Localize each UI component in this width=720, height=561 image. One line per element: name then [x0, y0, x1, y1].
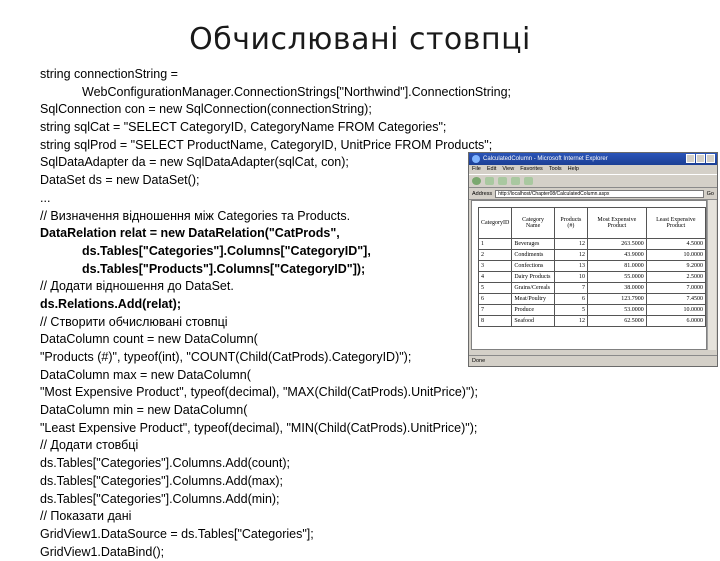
table-cell: 6 — [479, 294, 512, 305]
code-line: SqlDataAdapter da = new SqlDataAdapter(sqlCat, con); — [40, 155, 349, 170]
table-cell: 81.0000 — [587, 261, 646, 272]
home-icon[interactable] — [524, 177, 533, 185]
code-line: // Створити обчислювані стовпці — [40, 314, 228, 329]
stop-icon[interactable] — [498, 177, 507, 185]
menu-item-tools[interactable]: Tools — [548, 166, 562, 172]
browser-toolbar — [469, 174, 717, 188]
internet-explorer-icon — [472, 155, 480, 163]
table-cell: 10.0000 — [646, 305, 705, 316]
browser-titlebar — [469, 153, 717, 165]
table-cell: 1 — [479, 239, 512, 250]
code-line: GridView1.DataBind(); — [40, 544, 165, 559]
column-header: Most Expensive Product — [587, 208, 646, 239]
code-line: ds.Tables["Categories"].Columns.Add(min); — [40, 491, 280, 506]
table-row — [479, 305, 706, 316]
table-cell: 2 — [479, 250, 512, 261]
browser-menubar — [469, 165, 717, 174]
page-content — [471, 200, 707, 350]
slide-title: Обчислювані стовпці — [189, 22, 531, 57]
code-line: // Додати стовбці — [40, 438, 139, 453]
minimize-button[interactable] — [686, 154, 695, 163]
menu-item-file[interactable]: File — [472, 166, 481, 172]
code-line: DataColumn min = new DataColumn( — [40, 403, 248, 418]
address-input[interactable]: http://localhost/Chapter08/CalculatedColumn.aspx — [495, 190, 703, 198]
address-label: Address — [472, 190, 493, 197]
table-cell: 5 — [479, 283, 512, 294]
table-row — [479, 283, 706, 294]
table-cell: 4.5000 — [646, 239, 705, 250]
table-cell: 9.2000 — [646, 261, 705, 272]
gridview-table — [478, 207, 706, 327]
table-cell: 43.9000 — [587, 250, 646, 261]
column-header: Least Expensive Product — [646, 208, 705, 239]
menu-item-favorites[interactable]: Favorites — [520, 166, 543, 172]
address-bar — [469, 188, 717, 200]
column-header: Products (#) — [554, 208, 587, 239]
code-line: ds.Tables["Categories"].Columns["CategoryID"], — [82, 243, 371, 258]
go-button[interactable]: Go — [706, 190, 714, 197]
table-cell: 7.4500 — [646, 294, 705, 305]
menu-item-help[interactable]: Help — [567, 166, 579, 172]
code-line: DataColumn count = new DataColumn( — [40, 332, 258, 347]
code-line: string connectionString = — [40, 67, 178, 81]
table-cell: Grains/Cereals — [512, 283, 554, 294]
table-row — [479, 316, 706, 327]
browser-screenshot — [468, 152, 718, 367]
code-line: // Додати відношення до DataSet. — [40, 279, 234, 294]
code-line: "Most Expensive Product", typeof(decimal), "MAX(Child(CatProds).UnitPrice)"); — [40, 385, 479, 400]
code-line: ds.Relations.Add(relat); — [40, 296, 181, 311]
table-cell: 6.0000 — [646, 316, 705, 327]
table-cell: 12 — [554, 316, 587, 327]
table-cell: 2.5000 — [646, 272, 705, 283]
table-cell: Confections — [512, 261, 554, 272]
table-cell: 7 — [554, 283, 587, 294]
refresh-icon[interactable] — [511, 177, 520, 185]
status-bar: Done — [469, 355, 717, 366]
table-cell: Beverages — [512, 239, 554, 250]
code-line: DataRelation relat = new DataRelation("CatProds", — [40, 226, 340, 241]
table-cell: 62.5000 — [587, 316, 646, 327]
table-cell: 8 — [479, 316, 512, 327]
table-row — [479, 272, 706, 283]
code-line: "Least Expensive Product", typeof(decimal), "MIN(Child(CatProds).UnitPrice)"); — [40, 420, 478, 435]
window-title: CalculatedColumn - Microsoft Internet Explorer — [483, 156, 608, 162]
column-header: Category Name — [512, 208, 554, 239]
forward-arrow-icon[interactable] — [485, 177, 494, 185]
table-cell: Condiments — [512, 250, 554, 261]
table-row — [479, 239, 706, 250]
table-row — [479, 250, 706, 261]
table-cell: 263.5000 — [587, 239, 646, 250]
back-arrow-icon[interactable] — [472, 177, 481, 185]
menu-item-edit[interactable]: Edit — [486, 166, 497, 172]
table-cell: Dairy Products — [512, 272, 554, 283]
code-line: // Визначення відношення між Categories та Products. — [40, 208, 351, 223]
code-line: string sqlCat = "SELECT CategoryID, CategoryName FROM Categories"; — [40, 120, 447, 135]
table-cell: 5 — [554, 305, 587, 316]
table-cell: 10 — [554, 272, 587, 283]
table-cell: 3 — [479, 261, 512, 272]
code-line: ds.Tables["Products"].Columns["CategoryID"]); — [82, 261, 366, 276]
table-cell: Seafood — [512, 316, 554, 327]
table-cell: 55.0000 — [587, 272, 646, 283]
code-line: ds.Tables["Categories"].Columns.Add(max); — [40, 473, 283, 488]
table-cell: 38.0000 — [587, 283, 646, 294]
vertical-scrollbar[interactable] — [707, 200, 716, 350]
table-row — [479, 294, 706, 305]
table-cell: Meat/Poultry — [512, 294, 554, 305]
menu-item-view[interactable]: View — [502, 166, 515, 172]
table-row — [479, 261, 706, 272]
code-line: DataSet ds = new DataSet(); — [40, 173, 200, 188]
table-cell: 53.0000 — [587, 305, 646, 316]
code-line: string sqlProd = "SELECT ProductName, CategoryID, UnitPrice FROM Products"; — [40, 137, 493, 152]
close-button[interactable] — [706, 154, 715, 163]
table-cell: 10.0000 — [646, 250, 705, 261]
table-cell: 7.0000 — [646, 283, 705, 294]
table-cell: 4 — [479, 272, 512, 283]
code-line: ... — [40, 190, 51, 205]
code-line: GridView1.DataSource = ds.Tables["Categories"]; — [40, 526, 314, 541]
code-line: WebConfigurationManager.ConnectionStrings["Northwind"].ConnectionString; — [82, 84, 512, 99]
column-header: CategoryID — [479, 208, 512, 239]
code-line: SqlConnection con = new SqlConnection(connectionString); — [40, 102, 372, 117]
table-cell: 12 — [554, 250, 587, 261]
maximize-button[interactable] — [696, 154, 705, 163]
code-line: // Показати дані — [40, 509, 132, 524]
table-cell: 123.7900 — [587, 294, 646, 305]
code-line: ds.Tables["Categories"].Columns.Add(count); — [40, 456, 290, 471]
code-line: DataColumn max = new DataColumn( — [40, 367, 251, 382]
table-cell: 13 — [554, 261, 587, 272]
code-line: "Products (#)", typeof(int), "COUNT(Child(CatProds).CategoryID)"); — [40, 350, 412, 364]
table-cell: Produce — [512, 305, 554, 316]
table-cell: 6 — [554, 294, 587, 305]
table-cell: 12 — [554, 239, 587, 250]
table-cell: 7 — [479, 305, 512, 316]
